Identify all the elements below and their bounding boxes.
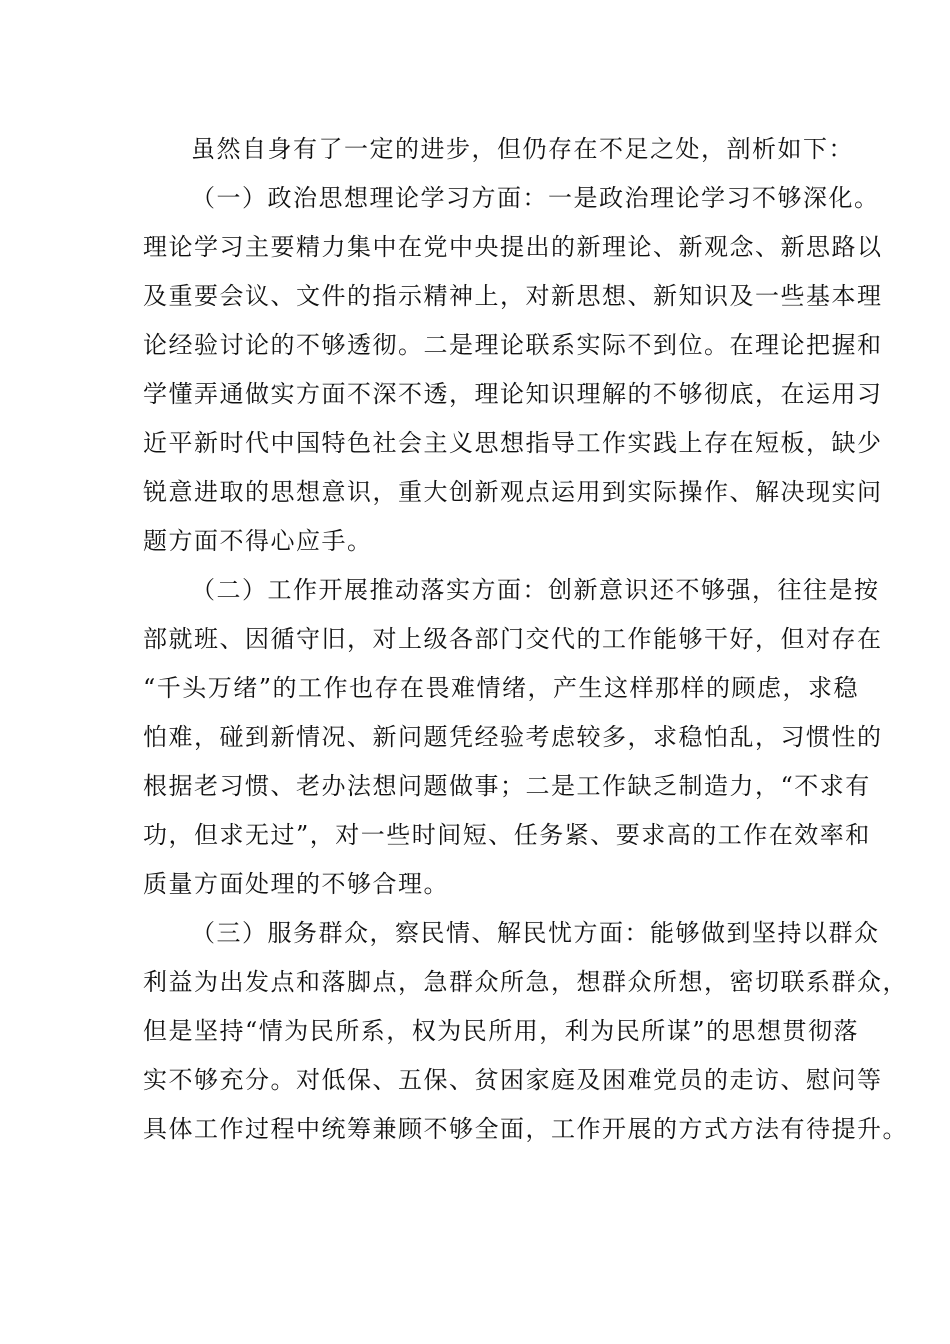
text-line: 但是坚持“情为民所系，权为民所用，利为民所谋”的思想贯彻落	[143, 1017, 860, 1045]
paragraph-work-implementation	[143, 566, 883, 909]
text-line: （三）服务群众，察民情、解民忧方面：能够做到坚持以群众	[191, 919, 880, 947]
text-line: 质量方面处理的不够合理。	[143, 870, 449, 898]
text-line: 题方面不得心应手。	[143, 527, 373, 555]
text-line: 根据老习惯、老办法想问题做事；二是工作缺乏制造力，“不求有	[143, 772, 871, 800]
text-line: 虽然自身有了一定的进步，但仍存在不足之处，剖析如下：	[191, 135, 854, 163]
text-line: 锐意进取的思想意识，重大创新观点运用到实际操作、解决现实问	[143, 478, 883, 506]
text-line: 及重要会议、文件的指示精神上，对新思想、新知识及一些基本理	[143, 282, 883, 310]
text-line: （二）工作开展推动落实方面：创新意识还不够强，往往是按	[191, 576, 880, 604]
text-line: 具体工作过程中统筹兼顾不够全面，工作开展的方式方法有待提升。	[143, 1115, 908, 1143]
paragraph-serving-masses	[143, 909, 908, 1154]
paragraph-intro	[143, 125, 854, 174]
text-line: 功，但求无过”，对一些时间短、任务紧、要求高的工作在效率和	[143, 821, 871, 849]
text-line: 实不够充分。对低保、五保、贫困家庭及困难党员的走访、慰问等	[143, 1066, 883, 1094]
text-line: 理论学习主要精力集中在党中央提出的新理论、新观念、新思路以	[143, 233, 883, 261]
text-line: 近平新时代中国特色社会主义思想指导工作实践上存在短板，缺少	[143, 429, 883, 457]
text-line: （一）政治思想理论学习方面：一是政治理论学习不够深化。	[191, 184, 880, 212]
text-line: 利益为出发点和落脚点，急群众所急，想群众所想，密切联系群众，	[143, 968, 908, 996]
text-line: 学懂弄通做实方面不深不透，理论知识理解的不够彻底，在运用习	[143, 380, 883, 408]
document-body	[143, 125, 908, 1154]
text-line: 部就班、因循守旧，对上级各部门交代的工作能够干好，但对存在	[143, 625, 883, 653]
text-line: 怕难，碰到新情况、新问题凭经验考虑较多，求稳怕乱，习惯性的	[143, 723, 883, 751]
text-line: “千头万绪”的工作也存在畏难情绪，产生这样那样的顾虑，求稳	[143, 674, 860, 702]
text-line: 论经验讨论的不够透彻。二是理论联系实际不到位。在理论把握和	[143, 331, 883, 359]
paragraph-political-study	[143, 174, 883, 566]
